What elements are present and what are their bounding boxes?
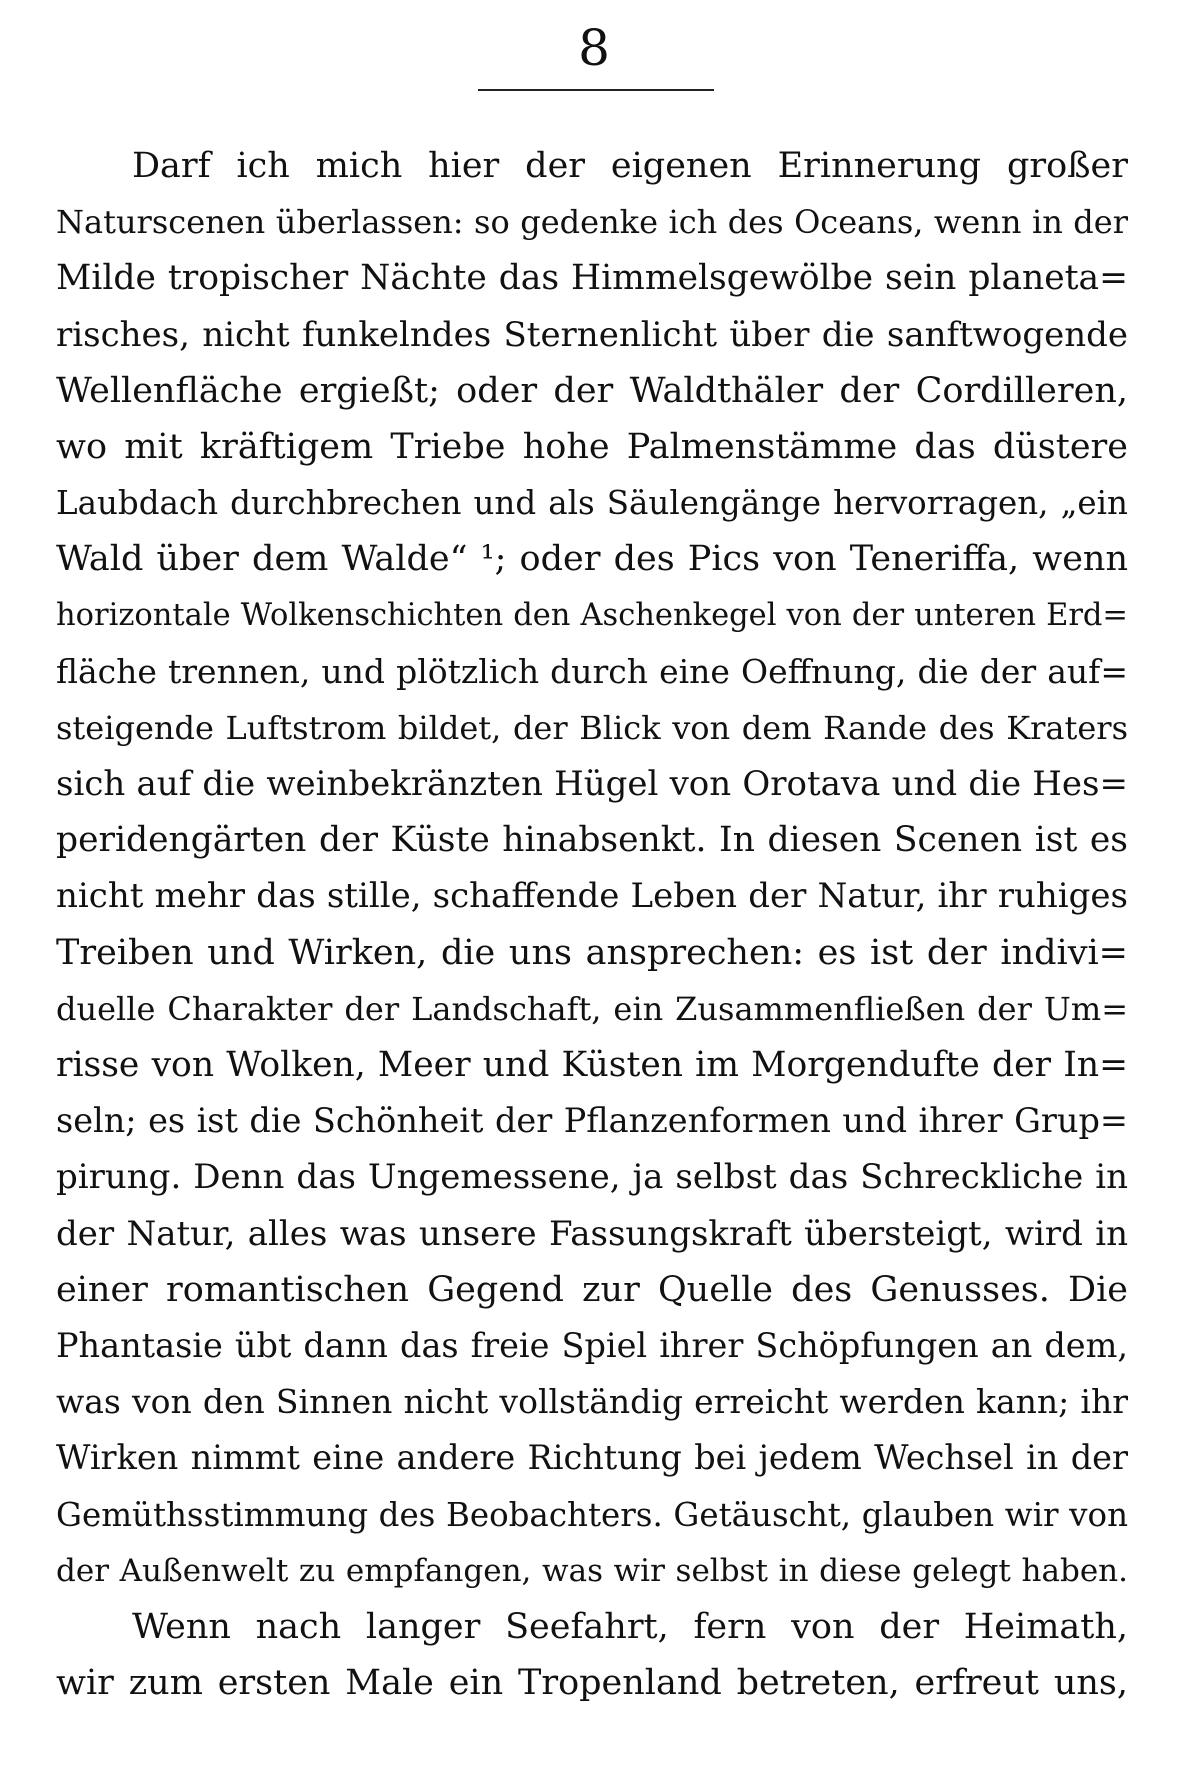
text-line: einer romantischen Gegend zur Quelle des Genusses. Die: [56, 1269, 1128, 1310]
text-line: wir zum ersten Male ein Tropenland betreten, erfreut uns,: [56, 1663, 1128, 1704]
text-line: Wirken nimmt eine andere Richtung bei jedem Wechsel in der: [56, 1438, 1128, 1478]
text-line: Naturscenen überlassen: so gedenke ich des Oceans, wenn in der: [56, 203, 1128, 242]
text-line: Darf ich mich hier der eigenen Erinnerung großer: [132, 146, 1128, 186]
text-line: wo mit kräftigem Triebe hohe Palmenstämme das düstere: [56, 426, 1128, 467]
text-line: risse von Wolken, Meer und Küsten im Morgendufte der In=: [56, 1045, 1128, 1085]
text-line: horizontale Wolkenschichten den Aschenkegel von der unteren Erd=: [56, 597, 1128, 633]
text-line: Wald über dem Walde“ ¹; oder des Pics von Teneriffa, wenn: [56, 539, 1128, 580]
text-line: Wellenfläche ergießt; oder der Waldthäler der Cordilleren,: [56, 370, 1128, 411]
text-line: fläche trennen, und plötzlich durch eine Oeffnung, die der auf=: [56, 651, 1128, 691]
text-line: Phantasie übt dann das freie Spiel ihrer Schöpfungen an dem,: [56, 1325, 1128, 1365]
text-line: nicht mehr das stille, schaffende Leben der Natur, ihr ruhiges: [56, 876, 1128, 917]
text-line: seln; es ist die Schönheit der Pflanzenformen und ihrer Grup=: [56, 1101, 1128, 1141]
text-line: Laubdach durchbrechen und als Säulengänge hervorragen, „ein: [56, 484, 1128, 523]
text-line: steigende Luftstrom bildet, der Blick von dem Rande des Kraters: [56, 708, 1128, 747]
text-line: peridengärten der Küste hinabsenkt. In diesen Scenen ist es: [56, 820, 1128, 861]
text-line: Gemüthsstimmung des Beobachters. Getäuscht, glauben wir von: [56, 1495, 1128, 1534]
text-line: risches, nicht funkelndes Sternenlicht über die sanftwogende: [56, 314, 1128, 355]
text-line: sich auf die weinbekränzten Hügel von Orotava und die Hes=: [56, 764, 1128, 805]
text-line: Treiben und Wirken, die uns ansprechen: es ist der indivi=: [56, 932, 1128, 973]
text-line: Milde tropischer Nächte das Himmelsgewölbe sein planeta=: [56, 258, 1128, 299]
text-line: was von den Sinnen nicht vollständig erreicht werden kann; ihr: [56, 1382, 1128, 1422]
text-line: pirung. Denn das Ungemessene, ja selbst das Schreckliche in: [56, 1157, 1128, 1198]
text-line: duelle Charakter der Landschaft, ein Zusammenfließen der Um=: [56, 989, 1128, 1028]
header-rule: [478, 89, 714, 91]
text-line: der Außenwelt zu empfangen, was wir selbst in diese gelegt haben.: [56, 1552, 1128, 1589]
body-text: [56, 138, 1128, 1711]
page-number: 8: [578, 19, 610, 77]
text-line: der Natur, alles was unsere Fassungskraft übersteigt, wird in: [56, 1213, 1128, 1254]
text-line: Wenn nach langer Seefahrt, fern von der Heimath,: [132, 1606, 1128, 1647]
